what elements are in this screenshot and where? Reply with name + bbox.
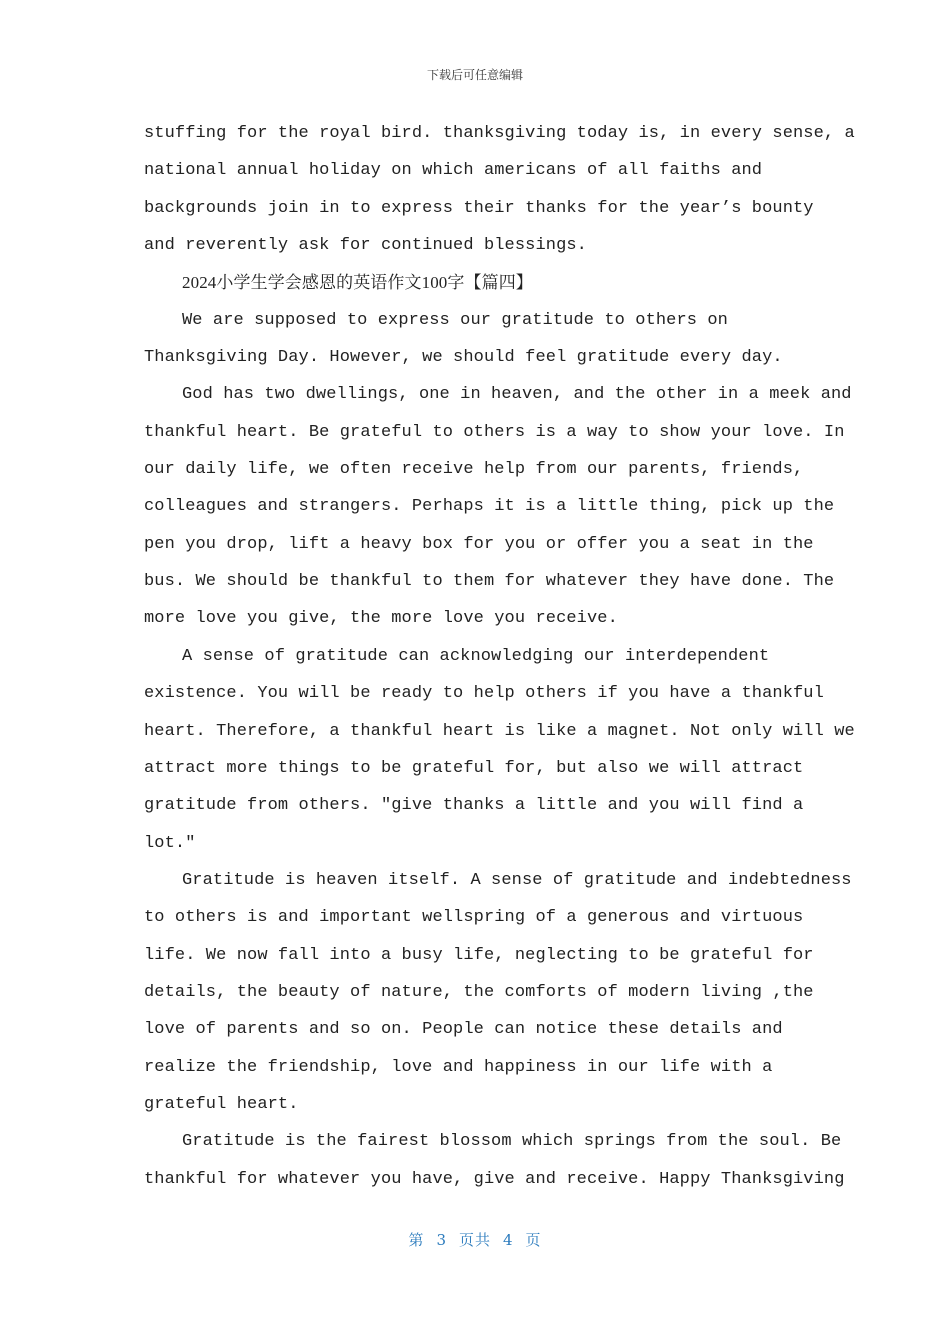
- total-pages-number: 4: [503, 1231, 514, 1249]
- text-line: thankful for whatever you have, give and receive. Happy Thanksgiving: [144, 1169, 845, 1189]
- text-line: national annual holiday on which americans of all faiths and: [144, 161, 763, 181]
- document-body: [144, 115, 855, 1198]
- text-line: heart. Therefore, a thankful heart is like a magnet. Not only will we: [144, 721, 855, 741]
- text-line: thankful heart. Be grateful to others is a way to show your love. In: [144, 422, 845, 442]
- text-line: attract more things to be grateful for, but also we will attract: [144, 758, 804, 778]
- text-line: lot.″: [144, 833, 196, 853]
- text-line: grateful heart.: [144, 1094, 299, 1114]
- page-footer: [0, 1229, 950, 1250]
- text-line: God has two dwellings, one in heaven, and the other in a meek and: [182, 385, 852, 405]
- text-line: life. We now fall into a busy life, neglecting to be grateful for: [144, 945, 814, 965]
- text-line: our daily life, we often receive help from our parents, friends,: [144, 460, 804, 480]
- text-line: bus. We should be thankful to them for whatever they have done. The: [144, 572, 835, 592]
- text-line: stuffing for the royal bird. thanksgiving today is, in every sense, a: [144, 124, 855, 143]
- text-line: We are supposed to express our gratitude to others on: [182, 310, 728, 330]
- section-heading: 2024小学生学会感恩的英语作文100字【篇四】: [182, 273, 533, 293]
- text-line: existence. You will be ready to help others if you have a thankful: [144, 684, 824, 704]
- text-line: more love you give, the more love you receive.: [144, 609, 618, 629]
- text-line: love of parents and so on. People can notice these details and: [144, 1020, 783, 1040]
- text-line: realize the friendship, love and happiness in our life with a: [144, 1057, 773, 1077]
- text-line: to others is and important wellspring of a generous and virtuous: [144, 908, 804, 928]
- page-label-suffix: 页: [525, 1231, 542, 1249]
- text-line: backgrounds join in to express their thanks for the year’s bounty: [144, 198, 814, 218]
- text-line: Gratitude is heaven itself. A sense of gratitude and indebtedness: [182, 870, 852, 890]
- current-page-number: 3: [436, 1231, 447, 1249]
- text-line: gratitude from others. ″give thanks a little and you will find a: [144, 796, 804, 816]
- page-label-prefix: 第: [408, 1231, 425, 1249]
- text-line: and reverently ask for continued blessings.: [144, 236, 587, 256]
- text-line: pen you drop, lift a heavy box for you or offer you a seat in the: [144, 534, 814, 554]
- text-line: A sense of gratitude can acknowledging our interdependent: [182, 646, 770, 666]
- text-line: details, the beauty of nature, the comforts of modern living ,the: [144, 982, 814, 1002]
- text-line: Thanksgiving Day. However, we should feel gratitude every day.: [144, 348, 783, 368]
- page-label-middle: 页共: [458, 1231, 491, 1249]
- text-line: colleagues and strangers. Perhaps it is a little thing, pick up the: [144, 497, 835, 517]
- page-header: 下载后可任意编辑: [426, 68, 523, 82]
- text-line: Gratitude is the fairest blossom which springs from the soul. Be: [182, 1132, 842, 1152]
